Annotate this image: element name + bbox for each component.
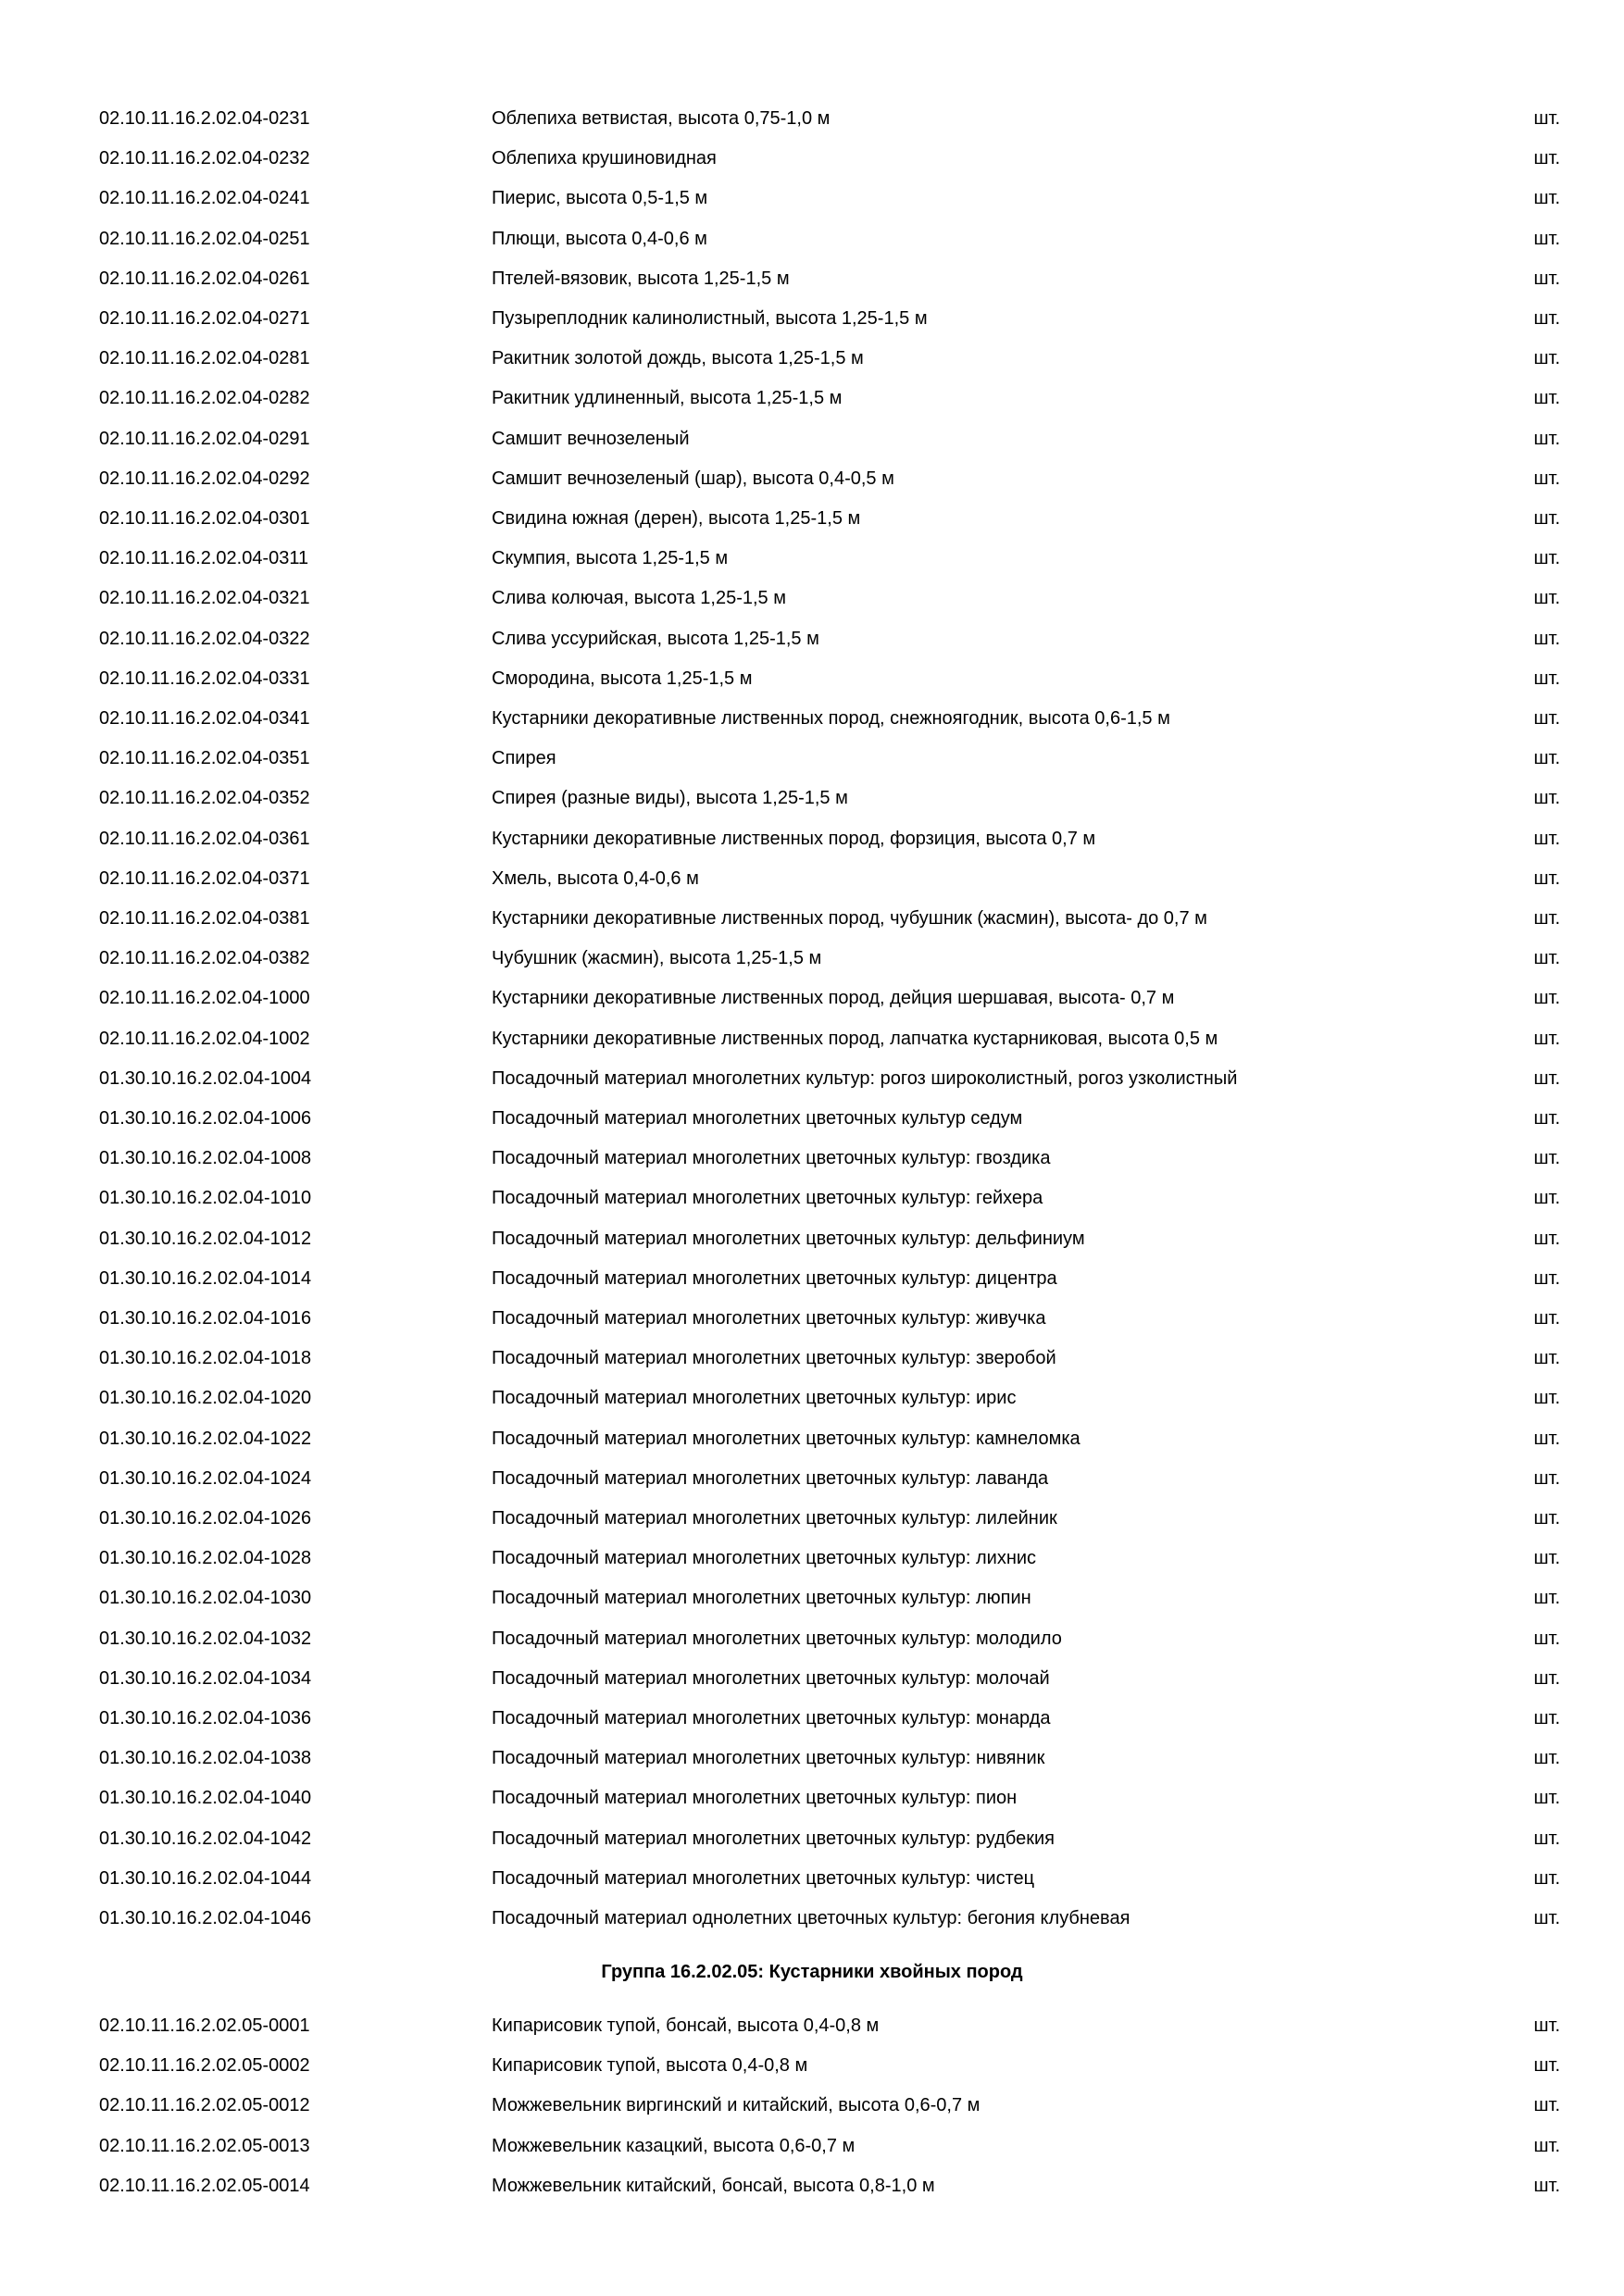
resource-name: Свидина южная (дерен), высота 1,25-1,5 м xyxy=(492,508,861,529)
unit-of-measure: шт. xyxy=(1533,308,1560,329)
resource-code: 01.30.10.16.2.02.04-1018 xyxy=(99,1348,312,1369)
resource-name: Посадочный материал многолетних цветочных культур: зверобой xyxy=(492,1348,1056,1369)
table-row xyxy=(0,1704,1624,1732)
unit-of-measure: шт. xyxy=(1533,1708,1560,1728)
group-heading: Группа 16.2.02.05: Кустарники хвойных пород xyxy=(601,1962,1023,1982)
table-row xyxy=(0,1344,1624,1372)
resource-code: 02.10.11.16.2.02.04-0352 xyxy=(99,788,310,809)
resource-code: 01.30.10.16.2.02.04-1014 xyxy=(99,1267,312,1289)
resource-code: 01.30.10.16.2.02.04-1038 xyxy=(99,1748,312,1769)
unit-of-measure: шт. xyxy=(1533,708,1560,729)
resource-name: Посадочный материал многолетних цветочных культур: камнеломка xyxy=(492,1428,1081,1449)
resource-code: 01.30.10.16.2.02.04-1042 xyxy=(99,1828,312,1849)
table-row xyxy=(0,1184,1624,1212)
unit-of-measure: шт. xyxy=(1533,1788,1560,1809)
table-row xyxy=(0,1425,1624,1453)
unit-of-measure: шт. xyxy=(1533,428,1560,449)
resource-code: 01.30.10.16.2.02.04-1010 xyxy=(99,1188,312,1209)
resource-name: Спирея (разные виды), высота 1,25-1,5 м xyxy=(492,788,848,809)
unit-of-measure: шт. xyxy=(1533,108,1560,129)
unit-of-measure: шт. xyxy=(1533,748,1560,769)
resource-name: Ракитник удлиненный, высота 1,25-1,5 м xyxy=(492,388,843,409)
unit-of-measure: шт. xyxy=(1533,1228,1560,1249)
resource-name: Посадочный материал многолетних цветочных культур: живучка xyxy=(492,1308,1046,1329)
table-row xyxy=(0,1784,1624,1812)
resource-code: 02.10.11.16.2.02.04-0351 xyxy=(99,748,310,769)
table-row xyxy=(0,1584,1624,1612)
resource-code: 02.10.11.16.2.02.04-0292 xyxy=(99,468,310,489)
table-row xyxy=(0,2012,1624,2040)
table-row xyxy=(0,2052,1624,2079)
table-row xyxy=(0,225,1624,253)
table-row xyxy=(0,425,1624,453)
unit-of-measure: шт. xyxy=(1533,1428,1560,1449)
unit-of-measure: шт. xyxy=(1533,388,1560,409)
table-row xyxy=(0,865,1624,892)
resource-code: 02.10.11.16.2.02.04-0291 xyxy=(99,428,310,449)
table-row xyxy=(0,1144,1624,1172)
resource-code: 01.30.10.16.2.02.04-1028 xyxy=(99,1548,312,1569)
resource-name: Посадочный материал многолетних цветочных культур: гвоздика xyxy=(492,1148,1051,1169)
resource-name: Можжевельник виргинский и китайский, высота 0,6-0,7 м xyxy=(492,2095,981,2116)
resource-name: Самшит вечнозеленый xyxy=(492,428,690,449)
resource-name: Посадочный материал многолетних цветочных культур: лилейник xyxy=(492,1508,1057,1529)
resource-code: 02.10.11.16.2.02.04-0382 xyxy=(99,948,310,969)
resource-code: 02.10.11.16.2.02.04-0371 xyxy=(99,867,310,889)
table-row xyxy=(0,384,1624,412)
resource-name: Можжевельник китайский, бонсай, высота 0,8-1,0 м xyxy=(492,2175,935,2196)
table-row xyxy=(0,1384,1624,1412)
resource-code: 02.10.11.16.2.02.05-0001 xyxy=(99,2015,310,2036)
unit-of-measure: шт. xyxy=(1533,668,1560,689)
resource-name: Пиерис, высота 0,5-1,5 м xyxy=(492,188,708,209)
table-row xyxy=(0,305,1624,332)
resource-name: Чубушник (жасмин), высота 1,25-1,5 м xyxy=(492,948,822,969)
resource-code: 01.30.10.16.2.02.04-1036 xyxy=(99,1708,312,1728)
unit-of-measure: шт. xyxy=(1533,628,1560,649)
resource-name: Посадочный материал многолетних цветочных культур: рудбекия xyxy=(492,1828,1055,1849)
unit-of-measure: шт. xyxy=(1533,1267,1560,1289)
resource-code: 01.30.10.16.2.02.04-1026 xyxy=(99,1508,312,1529)
table-row xyxy=(0,1625,1624,1653)
resource-name: Посадочный материал однолетних цветочных культур: бегония клубневая xyxy=(492,1908,1131,1928)
table-row xyxy=(0,184,1624,212)
table-row xyxy=(0,784,1624,812)
resource-code: 02.10.11.16.2.02.05-0014 xyxy=(99,2175,310,2196)
unit-of-measure: шт. xyxy=(1533,588,1560,609)
resource-name: Посадочный материал многолетних цветочных культур: чистец xyxy=(492,1867,1035,1889)
resource-code: 02.10.11.16.2.02.04-0311 xyxy=(99,548,309,569)
resource-code: 01.30.10.16.2.02.04-1046 xyxy=(99,1908,312,1928)
resource-name: Пузыреплодник калинолистный, высота 1,25-1,5 м xyxy=(492,308,928,329)
resource-code: 02.10.11.16.2.02.04-0301 xyxy=(99,508,310,529)
resource-code: 02.10.11.16.2.02.04-0232 xyxy=(99,148,310,169)
unit-of-measure: шт. xyxy=(1533,988,1560,1009)
resource-code: 02.10.11.16.2.02.04-0381 xyxy=(99,908,310,929)
resource-code: 02.10.11.16.2.02.04-0251 xyxy=(99,228,310,249)
unit-of-measure: шт. xyxy=(1533,2055,1560,2077)
unit-of-measure: шт. xyxy=(1533,1028,1560,1049)
resource-name: Посадочный материал многолетних цветочных культур: молодило xyxy=(492,1628,1062,1649)
unit-of-measure: шт. xyxy=(1533,188,1560,209)
unit-of-measure: шт. xyxy=(1533,788,1560,809)
unit-of-measure: шт. xyxy=(1533,548,1560,569)
table-row xyxy=(0,1025,1624,1053)
table-row xyxy=(0,665,1624,693)
resource-code: 01.30.10.16.2.02.04-1022 xyxy=(99,1428,312,1449)
resource-code: 02.10.11.16.2.02.04-0282 xyxy=(99,388,310,409)
table-row xyxy=(0,984,1624,1012)
resource-name: Ракитник золотой дождь, высота 1,25-1,5 м xyxy=(492,348,864,369)
resource-code: 02.10.11.16.2.02.04-0281 xyxy=(99,348,310,369)
unit-of-measure: шт. xyxy=(1533,1508,1560,1529)
resource-name: Посадочный материал многолетних цветочных культур: люпин xyxy=(492,1588,1031,1609)
resource-code: 01.30.10.16.2.02.04-1044 xyxy=(99,1867,312,1889)
resource-code: 02.10.11.16.2.02.05-0013 xyxy=(99,2135,310,2156)
resource-code: 02.10.11.16.2.02.04-0261 xyxy=(99,268,310,289)
resource-name: Облепиха ветвистая, высота 0,75-1,0 м xyxy=(492,108,831,129)
resource-code: 01.30.10.16.2.02.04-1024 xyxy=(99,1467,312,1489)
resource-name: Посадочный материал многолетних цветочных культур: гейхера xyxy=(492,1188,1043,1209)
resource-code: 02.10.11.16.2.02.05-0012 xyxy=(99,2095,310,2116)
unit-of-measure: шт. xyxy=(1533,1628,1560,1649)
resource-code: 01.30.10.16.2.02.04-1008 xyxy=(99,1148,312,1169)
resource-name: Посадочный материал многолетних цветочных культур: молочай xyxy=(492,1667,1050,1689)
table-row xyxy=(0,265,1624,293)
resource-name: Посадочный материал многолетних цветочных культур: пион xyxy=(492,1788,1018,1809)
table-row xyxy=(0,1744,1624,1772)
resource-name: Посадочный материал многолетних цветочных культур: монарда xyxy=(492,1708,1051,1728)
unit-of-measure: шт. xyxy=(1533,1908,1560,1928)
resource-code: 02.10.11.16.2.02.04-0321 xyxy=(99,588,310,609)
resource-code: 02.10.11.16.2.02.04-0231 xyxy=(99,108,310,129)
resource-code: 01.30.10.16.2.02.04-1032 xyxy=(99,1628,312,1649)
unit-of-measure: шт. xyxy=(1533,2135,1560,2156)
resource-name: Посадочный материал многолетних цветочных культур: дельфиниум xyxy=(492,1228,1085,1249)
table-row xyxy=(0,2132,1624,2160)
resource-code: 01.30.10.16.2.02.04-1030 xyxy=(99,1588,312,1609)
table-row xyxy=(0,584,1624,612)
resource-name: Посадочный материал многолетних цветочных культур седум xyxy=(492,1108,1023,1129)
table-row xyxy=(0,1104,1624,1132)
unit-of-measure: шт. xyxy=(1533,828,1560,849)
resource-name: Кипарисовик тупой, бонсай, высота 0,4-0,8 м xyxy=(492,2015,880,2036)
unit-of-measure: шт. xyxy=(1533,2015,1560,2036)
unit-of-measure: шт. xyxy=(1533,1748,1560,1769)
resource-name: Кустарники декоративные лиственных пород, чубушник (жасмин), высота- до 0,7 м xyxy=(492,908,1207,929)
table-row xyxy=(0,1225,1624,1253)
unit-of-measure: шт. xyxy=(1533,1067,1560,1089)
table-row xyxy=(0,705,1624,732)
table-row xyxy=(0,944,1624,972)
table-row xyxy=(0,144,1624,172)
table-row xyxy=(0,344,1624,372)
resource-name: Кустарники декоративные лиственных пород, лапчатка кустарниковая, высота 0,5 м xyxy=(492,1028,1218,1049)
unit-of-measure: шт. xyxy=(1533,1548,1560,1569)
unit-of-measure: шт. xyxy=(1533,1388,1560,1409)
unit-of-measure: шт. xyxy=(1533,1588,1560,1609)
table-row xyxy=(0,1665,1624,1692)
resource-code: 01.30.10.16.2.02.04-1034 xyxy=(99,1667,312,1689)
resource-code: 01.30.10.16.2.02.04-1016 xyxy=(99,1308,312,1329)
resource-code: 02.10.11.16.2.02.04-1002 xyxy=(99,1028,310,1049)
unit-of-measure: шт. xyxy=(1533,1308,1560,1329)
resource-name: Посадочный материал многолетних цветочных культур: дицентра xyxy=(492,1267,1057,1289)
resource-name: Слива уссурийская, высота 1,25-1,5 м xyxy=(492,628,819,649)
resource-name: Плющи, высота 0,4-0,6 м xyxy=(492,228,707,249)
resource-name: Хмель, высота 0,4-0,6 м xyxy=(492,867,699,889)
unit-of-measure: шт. xyxy=(1533,1467,1560,1489)
table-row xyxy=(0,105,1624,132)
resource-name: Кустарники декоративные лиственных пород, дейция шершавая, высота- 0,7 м xyxy=(492,988,1175,1009)
resource-code: 01.30.10.16.2.02.04-1006 xyxy=(99,1108,312,1129)
table-row xyxy=(0,1865,1624,1892)
table-row xyxy=(0,825,1624,853)
unit-of-measure: шт. xyxy=(1533,2175,1560,2196)
resource-name: Кустарники декоративные лиственных пород, форзиция, высота 0,7 м xyxy=(492,828,1096,849)
unit-of-measure: шт. xyxy=(1533,867,1560,889)
unit-of-measure: шт. xyxy=(1533,348,1560,369)
table-row xyxy=(0,1904,1624,1932)
unit-of-measure: шт. xyxy=(1533,508,1560,529)
table-row xyxy=(0,465,1624,493)
resource-code: 02.10.11.16.2.02.04-0361 xyxy=(99,828,310,849)
table-row xyxy=(0,1544,1624,1572)
table-row xyxy=(0,1465,1624,1492)
resource-name: Посадочный материал многолетних культур: рогоз широколистный, рогоз узколистный xyxy=(492,1067,1238,1089)
table-row xyxy=(0,2091,1624,2119)
unit-of-measure: шт. xyxy=(1533,1348,1560,1369)
unit-of-measure: шт. xyxy=(1533,2095,1560,2116)
resource-code: 02.10.11.16.2.02.04-0322 xyxy=(99,628,310,649)
resource-name: Посадочный материал многолетних цветочных культур: ирис xyxy=(492,1388,1017,1409)
table-row xyxy=(0,505,1624,532)
table-row xyxy=(0,625,1624,653)
table-row xyxy=(0,1504,1624,1532)
unit-of-measure: шт. xyxy=(1533,1867,1560,1889)
resource-code: 02.10.11.16.2.02.05-0002 xyxy=(99,2055,310,2077)
table-row xyxy=(0,1265,1624,1292)
unit-of-measure: шт. xyxy=(1533,228,1560,249)
unit-of-measure: шт. xyxy=(1533,1108,1560,1129)
table-row xyxy=(0,2172,1624,2200)
table-row xyxy=(0,1304,1624,1332)
resource-name: Спирея xyxy=(492,748,556,769)
resource-name: Кипарисовик тупой, высота 0,4-0,8 м xyxy=(492,2055,808,2077)
table-row xyxy=(0,544,1624,572)
unit-of-measure: шт. xyxy=(1533,948,1560,969)
resource-code: 01.30.10.16.2.02.04-1020 xyxy=(99,1388,312,1409)
resource-name: Посадочный материал многолетних цветочных культур: лаванда xyxy=(492,1467,1049,1489)
table-row xyxy=(0,905,1624,932)
unit-of-measure: шт. xyxy=(1533,268,1560,289)
table-row xyxy=(0,1825,1624,1853)
unit-of-measure: шт. xyxy=(1533,1188,1560,1209)
unit-of-measure: шт. xyxy=(1533,908,1560,929)
resource-code: 01.30.10.16.2.02.04-1004 xyxy=(99,1067,312,1089)
resource-name: Посадочный материал многолетних цветочных культур: нивяник xyxy=(492,1748,1045,1769)
unit-of-measure: шт. xyxy=(1533,1148,1560,1169)
resource-name: Смородина, высота 1,25-1,5 м xyxy=(492,668,753,689)
resource-name: Скумпия, высота 1,25-1,5 м xyxy=(492,548,729,569)
resource-code: 02.10.11.16.2.02.04-0271 xyxy=(99,308,310,329)
resource-code: 02.10.11.16.2.02.04-0331 xyxy=(99,668,310,689)
resource-code: 02.10.11.16.2.02.04-0241 xyxy=(99,188,310,209)
resource-code: 02.10.11.16.2.02.04-0341 xyxy=(99,708,310,729)
resource-code: 01.30.10.16.2.02.04-1012 xyxy=(99,1228,312,1249)
resource-name: Облепиха крушиновидная xyxy=(492,148,717,169)
resource-name: Можжевельник казацкий, высота 0,6-0,7 м xyxy=(492,2135,856,2156)
resource-name: Посадочный материал многолетних цветочных культур: лихнис xyxy=(492,1548,1037,1569)
table-row xyxy=(0,744,1624,772)
resource-name: Самшит вечнозеленый (шар), высота 0,4-0,5 м xyxy=(492,468,894,489)
unit-of-measure: шт. xyxy=(1533,148,1560,169)
table-row xyxy=(0,1065,1624,1092)
resource-name: Кустарники декоративные лиственных пород, снежноягодник, высота 0,6-1,5 м xyxy=(492,708,1170,729)
resource-code: 02.10.11.16.2.02.04-1000 xyxy=(99,988,310,1009)
unit-of-measure: шт. xyxy=(1533,468,1560,489)
unit-of-measure: шт. xyxy=(1533,1828,1560,1849)
resource-name: Птелей-вязовик, высота 1,25-1,5 м xyxy=(492,268,790,289)
unit-of-measure: шт. xyxy=(1533,1667,1560,1689)
resource-name: Слива колючая, высота 1,25-1,5 м xyxy=(492,588,786,609)
resource-code: 01.30.10.16.2.02.04-1040 xyxy=(99,1788,312,1809)
